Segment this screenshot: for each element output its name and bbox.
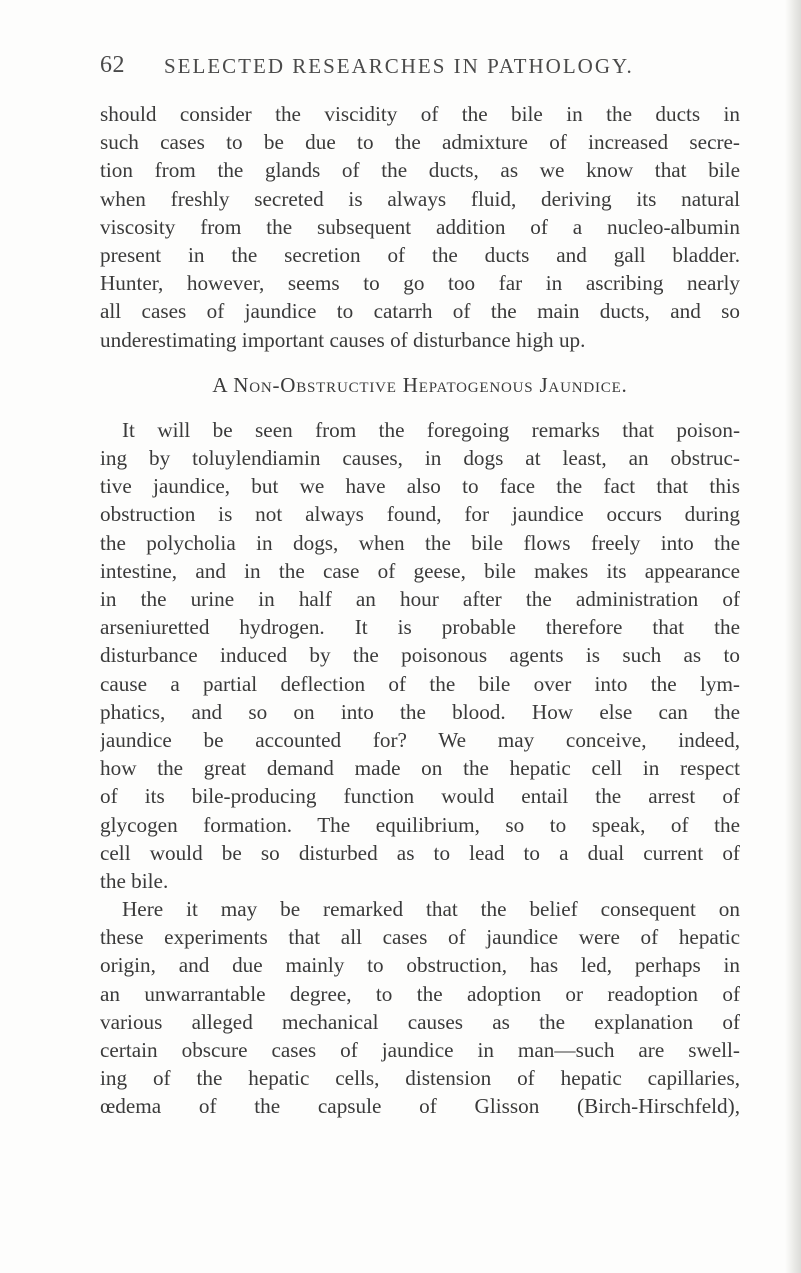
text-line: of its bile-producing function would entail the arrest of <box>100 784 740 809</box>
text-line: tion from the glands of the ducts, as we know that bile <box>100 158 740 183</box>
running-head: SELECTED RESEARCHES IN PATHOLOGY. <box>164 54 634 78</box>
text-line: various alleged mechanical causes as the explanation of <box>100 1009 740 1034</box>
text-line: present in the secretion of the ducts and gall bladder. <box>100 242 740 267</box>
text-line: cause a partial deflection of the bile over into the lym- <box>100 671 740 696</box>
text-line: disturbance induced by the poisonous agents is such as to <box>100 643 740 668</box>
text-line: origin, and due mainly to obstruction, has led, perhaps in <box>100 953 740 978</box>
text-line: obstruction is not always found, for jaundice occurs during <box>100 502 740 527</box>
text-line: in the urine in half an hour after the administration of <box>100 587 740 611</box>
page-edge-shadow <box>785 0 801 1273</box>
paragraph-3 <box>100 895 740 1121</box>
text-line: when freshly secreted is always fluid, deriving its natural <box>100 186 740 211</box>
text-line: jaundice be accounted for? We may conceive, indeed, <box>100 727 740 752</box>
text-line: It will be seen from the foregoing remarks that poison- <box>122 417 740 442</box>
text-line: œdema of the capsule of Glisson (Birch-Hirschfeld), <box>100 1094 740 1119</box>
text-line: viscosity from the subsequent addition of a nucleo-albumin <box>100 214 740 239</box>
paragraph-1 <box>100 100 740 354</box>
text-line: the bile. <box>100 868 169 893</box>
text-line: certain obscure cases of jaundice in man—such are swell- <box>100 1038 740 1062</box>
text-line: these experiments that all cases of jaundice were of hepatic <box>100 925 740 950</box>
text-line: ing of the hepatic cells, distension of hepatic capillaries, <box>100 1066 740 1091</box>
text-line: phatics, and so on into the blood. How else can the <box>100 699 740 724</box>
text-line: arseniuretted hydrogen. It is probable therefore that the <box>100 615 740 640</box>
text-line: glycogen formation. The equilibrium, so to speak, of the <box>100 812 740 837</box>
text-line: should consider the viscidity of the bile in the ducts in <box>100 102 740 126</box>
text-line: all cases of jaundice to catarrh of the main ducts, and so <box>100 299 740 324</box>
text-line: how the great demand made on the hepatic cell in respect <box>100 756 740 781</box>
text-line: Hunter, however, seems to go too far in ascribing nearly <box>100 271 740 296</box>
text-line: such cases to be due to the admixture of increased secre- <box>100 130 740 155</box>
text-line: underestimating important causes of disturbance high up. <box>100 327 586 352</box>
text-line: intestine, and in the case of geese, bile makes its appearance <box>100 558 740 583</box>
text-line: tive jaundice, but we have also to face the fact that this <box>100 474 740 499</box>
page-header <box>100 52 740 82</box>
text-line: Here it may be remarked that the belief consequent on <box>122 897 740 922</box>
section-heading: A Non-Obstructive Hepatogenous Jaundice. <box>212 372 628 397</box>
text-line: an unwarrantable degree, to the adoption or readoption of <box>100 981 740 1006</box>
body-text <box>100 100 740 1121</box>
paragraph-2 <box>100 416 740 895</box>
text-line: cell would be so disturbed as to lead to a dual current of <box>100 840 740 865</box>
text-line: the polycholia in dogs, when the bile flows freely into the <box>100 530 740 555</box>
page-number: 62 <box>100 52 125 78</box>
text-line: ing by toluylendiamin causes, in dogs at least, an obstruc- <box>100 446 740 471</box>
